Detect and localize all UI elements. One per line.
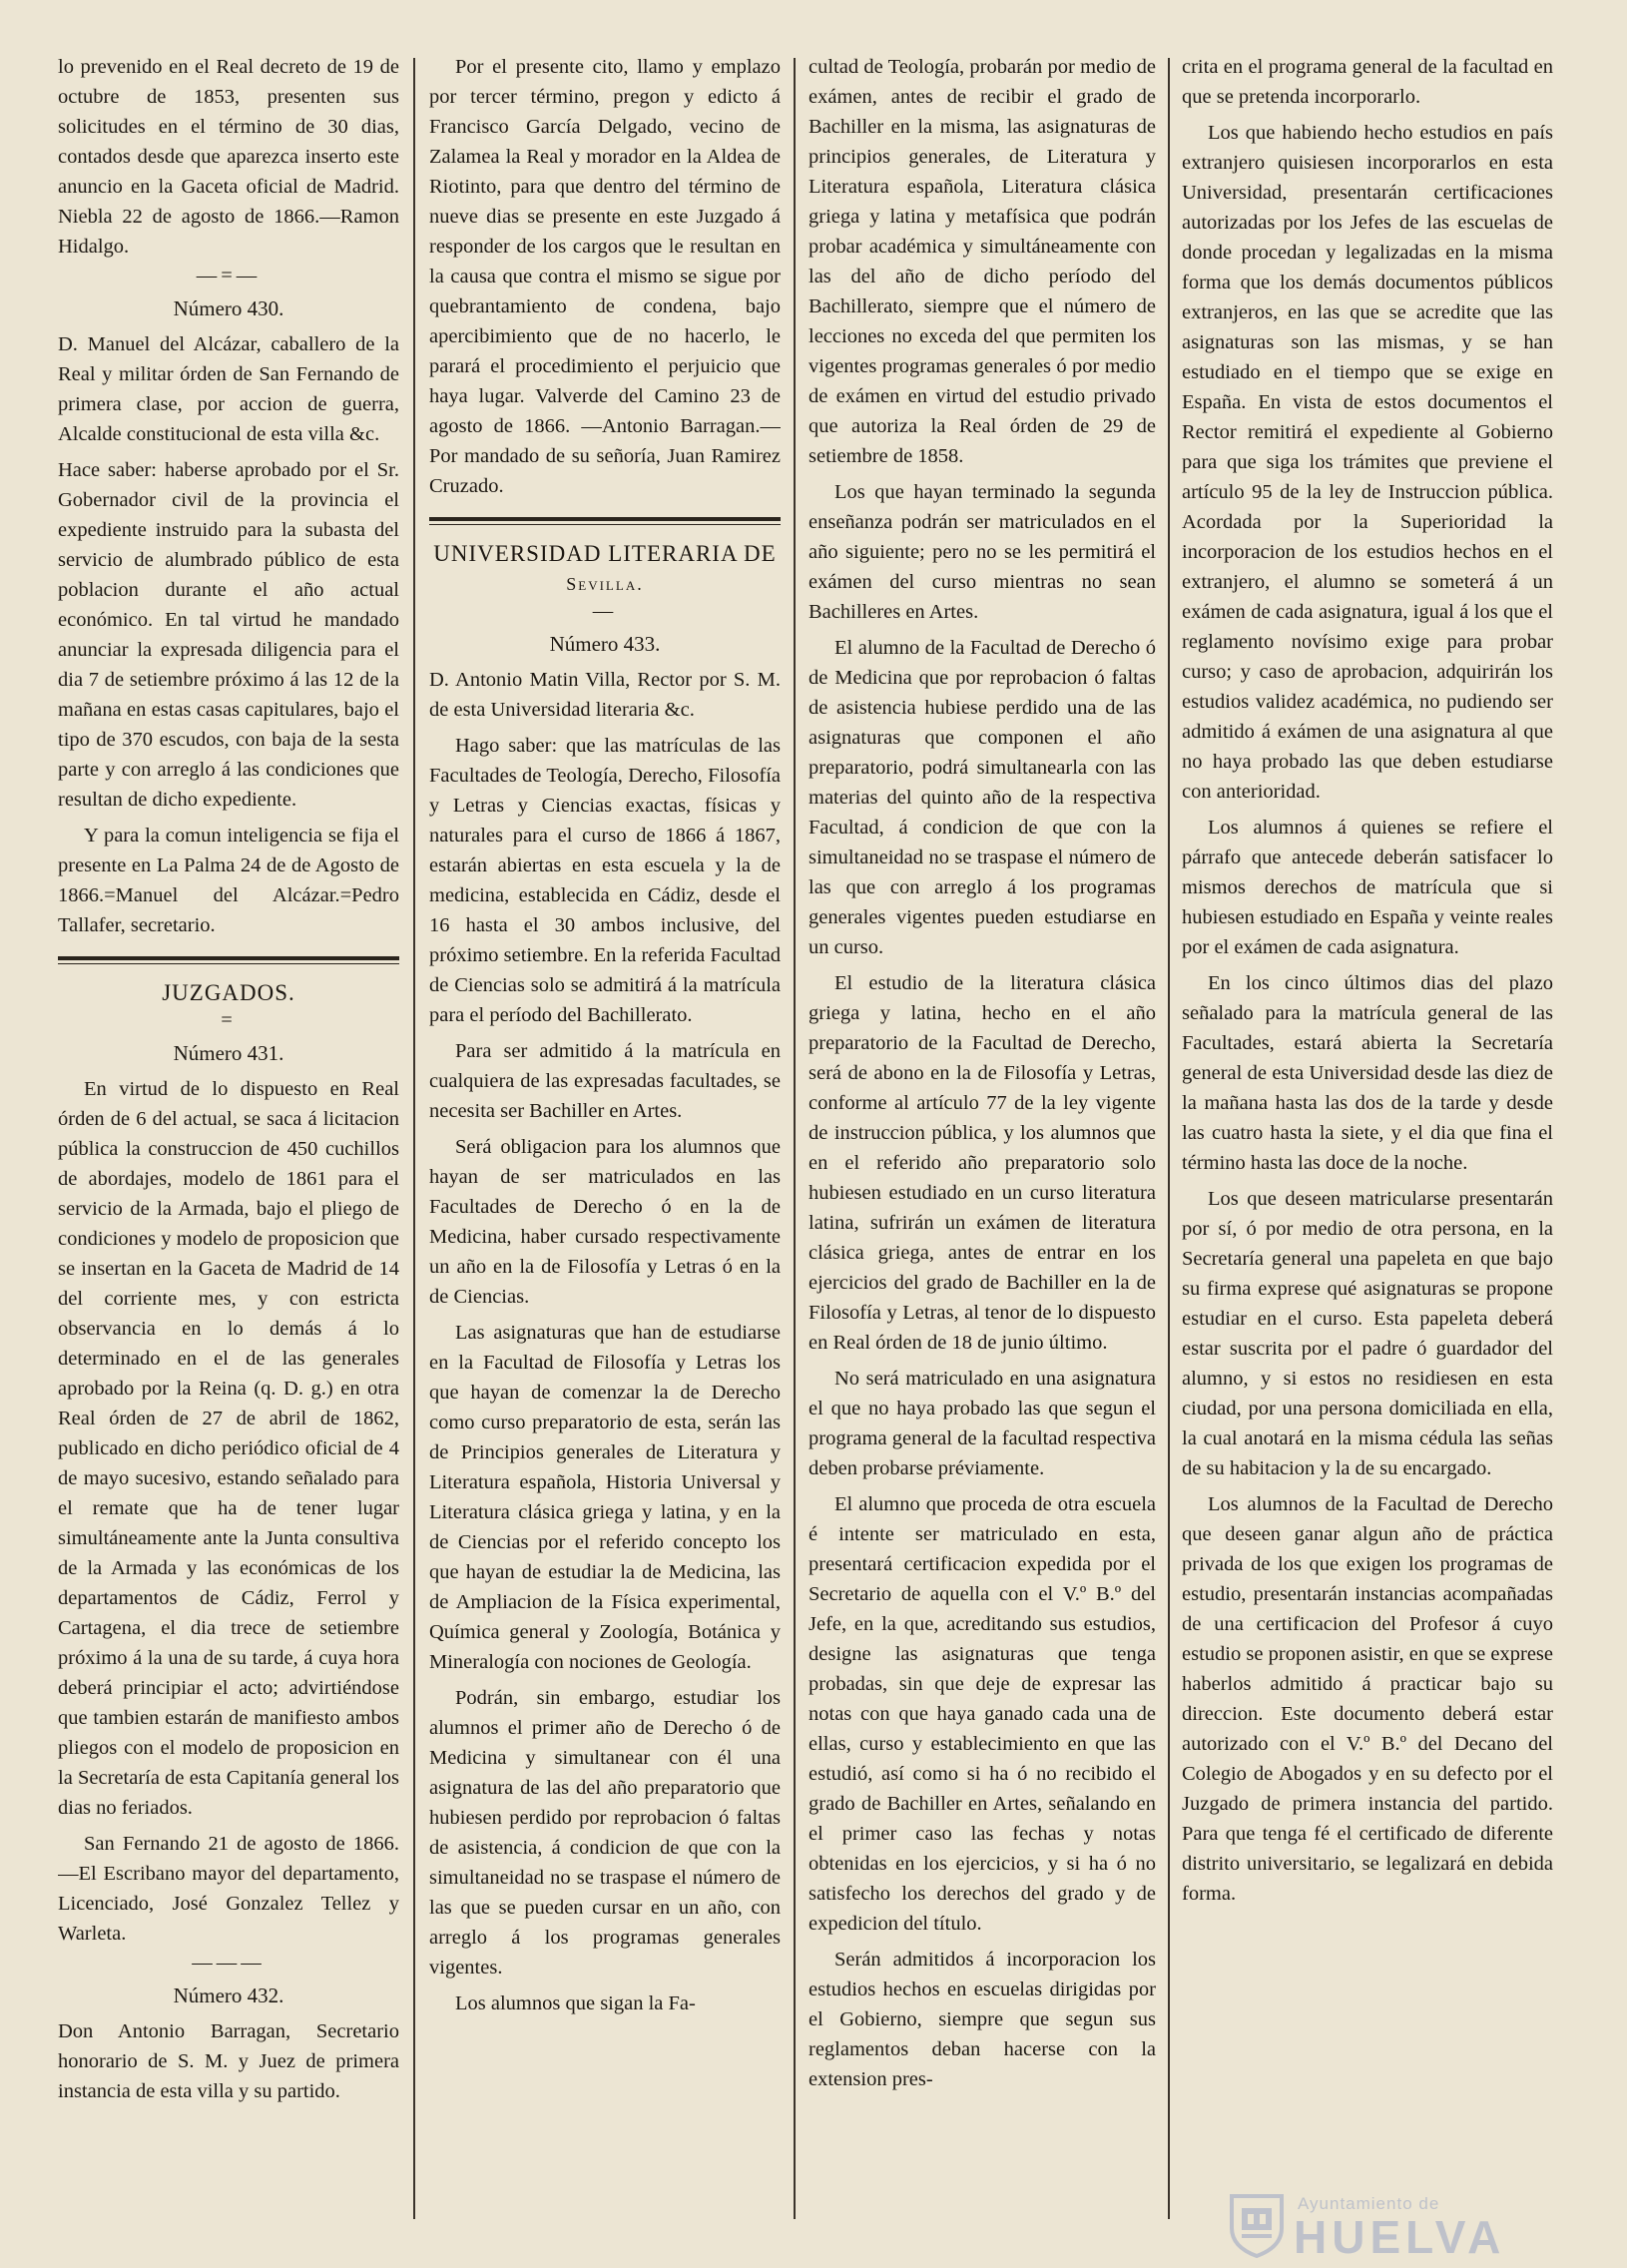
section-title: JUZGADOS. [162,980,295,1005]
separator: —=— [196,265,262,286]
notice-number: Número 432. [173,1984,284,2007]
city-shield-icon [1228,2192,1286,2258]
section-rule [429,517,781,525]
notice-body: El alumno que proceda de otra escuela é intente ser matriculado en esta, presentará certificacion expedida por el Secretario de aquella con el V.º B.º del Jefe, en la que, acreditando sus estudios, designe las asignaturas que tenga probadas, sin que deje de expresar las notas con que haya ganado cada una de ellas, curso y establecimiento en que las estudió, así como si ha ó no recibido el grado de Bachiller en Artes, señalando en el primer caso las fechas y notas obtenidas en los ejercicios, y si ha ó no satisfecho los derechos del grado y de expedicion del título. [809,1493,1156,1935]
notice-body: crita en el programa general de la facultad en que se pretenda incorporarlo. [1182,56,1553,108]
notice-body: Los alumnos que sigan la Fa- [455,1992,696,2014]
notice-body: En virtud de lo dispuesto en Real órden de 6 del actual, se saca á licitacion pública la construccion de 450 cuchillos de abordajes, modelo de 1861 para el servicio de la Armada, bajo el pliego de condiciones y modelo de proposicion que se insertan en la Gaceta de Madrid de 14 del corriente mes, y con estricta observancia en lo demás á lo determinado en el de las generales aprobado por la Reina (q. D. g.) en otra Real órden de 27 de abril de 1862, publicado en dicho periódico oficial de 4 de mayo sucesivo, estando señalado para el remate que ha de tener lugar simultáneamente ante la Junta consultiva de la Armada y las económicas de los departamentos de Cádiz, Ferrol y Cartagena, el dia trece de setiembre próximo á la una de su tarde, á cuya hora deberá principiar el acto; advirtiéndose que tambien estarán de manifiesto ambos pliegos con el modelo de proposicion en la Secretaría de esta Capitanía general los dias no feriados. [58,1078,399,1819]
watermark-caption: Ayuntamiento de [1298,2194,1440,2213]
column-1 [58,52,399,2233]
notice-body: Podrán, sin embargo, estudiar los alumnos el primer año de Derecho ó de Medicina y simultanear con él una asignatura de las del año preparatorio que hubiesen perdido por reprobacion ó faltas de asistencia, á condicion de que con la simultaneidad no se traspase el número de las que se pueden cursar en un año, con arreglo á los programas generales vigentes. [429,1687,781,1979]
separator: ——— [192,1952,266,1974]
notice-body: Será obligacion para los alumnos que hayan de ser matriculados en las Facultades de Derecho ó en la de Medicina, haber cursado respectivamente un año en la de Filosofía y Letras ó en la de Ciencias. [429,1136,781,1308]
notice-number: Número 433. [549,632,661,656]
separator: = [221,1009,237,1031]
section-rule [58,956,399,964]
notice-body: cultad de Teología, probarán por medio de exámen, antes de recibir el grado de Bachiller en la misma, las asignaturas de principios generales, de Literatura y Literatura española, Literatura clásica griega y latina y metafísica que podrán probar académica y simultáneamente con las del año de dicho período del Bachillerato, siempre que el número de lecciones no exceda del que permiten los vigentes programas generales ó por medio de exámen en virtud del estudio privado que autoriza la Real órden de 29 de setiembre de 1858. [809,56,1156,467]
notice-body: Hace saber: haberse aprobado por el Sr. Gobernador civil de la provincia el expediente instruido para la subasta del servicio de alumbrado público de esta poblacion durante el año actual económico. En tal virtud he mandado anunciar la expresada diligencia para el dia 7 de setiembre próximo á las 12 de la mañana en estas casas capitulares, bajo el tipo de 370 escudos, con baja de la sesta parte y con arreglo á las condiciones que resultan de dicho expediente. [58,459,399,811]
notice-body: Los que deseen matricularse presentarán por sí, ó por medio de otra persona, en la Secretaría general una papeleta en que bajo su firma exprese qué asignaturas se propone estudiar en el curso. Esta papeleta deberá estar suscrita por el padre ó guardador del alumno, y si estos no residiesen en esta ciudad, por una persona domiciliada en ella, la cual anotará en la misma cédula las señas de su habitacion y la de su encargado. [1182,1188,1553,1479]
notice-continuation: lo prevenido en el Real decreto de 19 de octubre de 1853, presenten sus solicitudes en el término de 30 dias, contados desde que aparezca inserto este anuncio en la Gaceta oficial de Madrid. Niebla 22 de agosto de 1866.—Ramon Hidalgo. [58,56,399,258]
notice-body: Los que habiendo hecho estudios en país extranjero quisiesen incorporarlos en esta Universidad, presentarán certificaciones autorizadas por los Jefes de las escuelas de donde procedan y legalizadas en la misma forma que los demás documentos públicos extranjeros, en las que se acredite que las asignaturas son las mismas, y se han estudiado en el tiempo que se exige en España. En vista de estos documentos el Rector remitirá el expediente al Gobierno para que siga los trámites que previene el artículo 95 de la ley de Instruccion pública. Acordada por la Superioridad la incorporacion de los estudios hechos en el extranjero, el alumno se someterá á un exámen de cada asignatura, igual á los que el reglamento novísimo exige para probar curso; y caso de aprobacion, adquirirán los estudios validez académica, no pudiendo ser admitido á exámen de una asignatura al que no haya probado las que deben estudiarse con anterioridad. [1182,122,1553,803]
notice-body: Los alumnos de la Facultad de Derecho que deseen ganar algun año de práctica privada de los que exigen los programas de estudio, presentarán instancias acompañadas de una certificacion del Profesor á cuyo estudio se proponen asistir, en que se exprese haberlos admitido á practicar bajo su direccion. Este documento deberá estar autorizado con el V.º B.º del Decano del Colegio de Abogados y en su defecto por el Juzgado de primera instancia del partido. Para que tenga fé el certificado de diferente distrito universitario, se legalizará en debida forma. [1182,1493,1553,1905]
notice-body: Serán admitidos á incorporacion los estudios hechos en escuelas dirigidas por el Gobierno, siempre que segun sus reglamentos deban hacerse con la extension pres- [809,1949,1156,2090]
notice-body: Y para la comun inteligencia se fija el presente en La Palma 24 de de Agosto de 1866.=Manuel del Alcázar.=Pedro Tallafer, secretario. [58,825,399,936]
archive-watermark [1228,2192,1557,2262]
section-subtitle: Sevilla. [566,574,644,594]
column-2 [429,52,781,2233]
notice-number: Número 430. [173,296,284,320]
notice-signature: San Fernando 21 de agosto de 1866.—El Escribano mayor del departamento, Licenciado, José Gonzalez Tellez y Warleta. [58,1833,399,1945]
notice-heading: D. Antonio Matin Villa, Rector por S. M. de esta Universidad literaria &c. [429,669,781,721]
column-4 [1182,52,1553,2233]
column-rule [1168,58,1170,2219]
notice-body: Por el presente cito, llamo y emplazo por tercer término, pregon y edicto á Francisco García Delgado, vecino de Zalamea la Real y morador en la Aldea de Riotinto, para que dentro del término de nueve dias se presente en este Juzgado á responder de los cargos que le resultan en la causa que contra el mismo se sigue por quebrantamiento de condena, bajo apercibimiento que de no hacerlo, le parará el procedimiento el perjuicio que haya lugar. Valverde del Camino 23 de agosto de 1866. —Antonio Barragan.—Por mandado de su señoría, Juan Ramirez Cruzado. [429,56,781,497]
column-3 [809,52,1156,2233]
notice-body: Hago saber: que las matrículas de las Facultades de Teología, Derecho, Filosofía y Letras y Ciencias exactas, físicas y naturales para el curso de 1866 á 1867, estarán abiertas en esta escuela y la de medicina, establecida en Cádiz, desde el 16 hasta el 30 ambos inclusive, del próximo setiembre. En la referida Facultad de Ciencias solo se admitirá á la matrícula para el período del Bachillerato. [429,735,781,1026]
section-title: UNIVERSIDAD LITERARIA DE [433,541,777,566]
notice-heading: D. Manuel del Alcázar, caballero de la Real y militar órden de San Fernando de primera clase, por accion de guerra, Alcalde constitucional de esta villa &c. [58,333,399,445]
watermark-title: HUELVA [1294,2211,1506,2263]
notice-body: En los cinco últimos dias del plazo señalado para la matrícula general de las Facultades, estará abierta la Secretaría general de esta Universidad desde las diez de la mañana hasta las dos de la tarde y desde las cuatro hasta la siete, y el dia que fina el término hasta las doce de la noche. [1182,972,1553,1174]
notice-body: El estudio de la literatura clásica griega y latina, hecho en el año preparatorio de la Facultad de Derecho, será de abono en la de Filosofía y Letras, conforme al artículo 77 de la ley vigente de instruccion pública, y los alumnos que en el referido año preparatorio solo hubiesen estudiado en un curso literatura latina, sufrirán un exámen de literatura clásica griega, antes de entrar en los ejercicios del grado de Bachiller en la de Filosofía y Letras, al tenor de lo dispuesto en Real órden de 18 de junio último. [809,972,1156,1354]
notice-number: Número 431. [173,1041,284,1065]
notice-heading: Don Antonio Barragan, Secretario honorario de S. M. y Juez de primera instancia de esta villa y su partido. [58,2020,399,2102]
notice-body: No será matriculado en una asignatura el que no haya probado las que segun el programa general de la facultad respectiva deben probarse préviamente. [809,1368,1156,1479]
column-rule [794,58,796,2219]
notice-body: Los que hayan terminado la segunda enseñanza podrán ser matriculados en el año siguiente; pero no se les permitirá el exámen del curso mientras no sean Bachilleres en Artes. [809,481,1156,623]
column-rule [413,58,415,2219]
notice-body: Las asignaturas que han de estudiarse en la Facultad de Filosofía y Letras los que hayan de comenzar la de Derecho como curso preparatorio de esta, serán las de Principios generales de Literatura y Literatura española, Historia Universal y Literatura clásica griega y latina, y en la de Ciencias por el referido concepto los que hayan de estudiar la de Medicina, las de Ampliacion de la Física experimental, Química general y Zoología, Botánica y Mineralogía con nociones de Geología. [429,1322,781,1673]
separator: — [592,600,618,622]
notice-body: El alumno de la Facultad de Derecho ó de Medicina que por reprobacion ó faltas de asistencia hubiese perdido una de las asignaturas que componen el año preparatorio, podrá simultanearla con las materias del quinto año de la respectiva Facultad, á condicion de que con la simultaneidad no se traspase el número de las que con arreglo á los programas generales vigentes pueden estudiarse en un curso. [809,637,1156,958]
notice-body: Para ser admitido á la matrícula en cualquiera de las expresadas facultades, se necesita ser Bachiller en Artes. [429,1040,781,1122]
notice-body: Los alumnos á quienes se refiere el párrafo que antecede deberán satisfacer lo mismos derechos de matrícula que si hubiesen estudiado en España y veinte reales por el exámen de cada asignatura. [1182,817,1553,958]
